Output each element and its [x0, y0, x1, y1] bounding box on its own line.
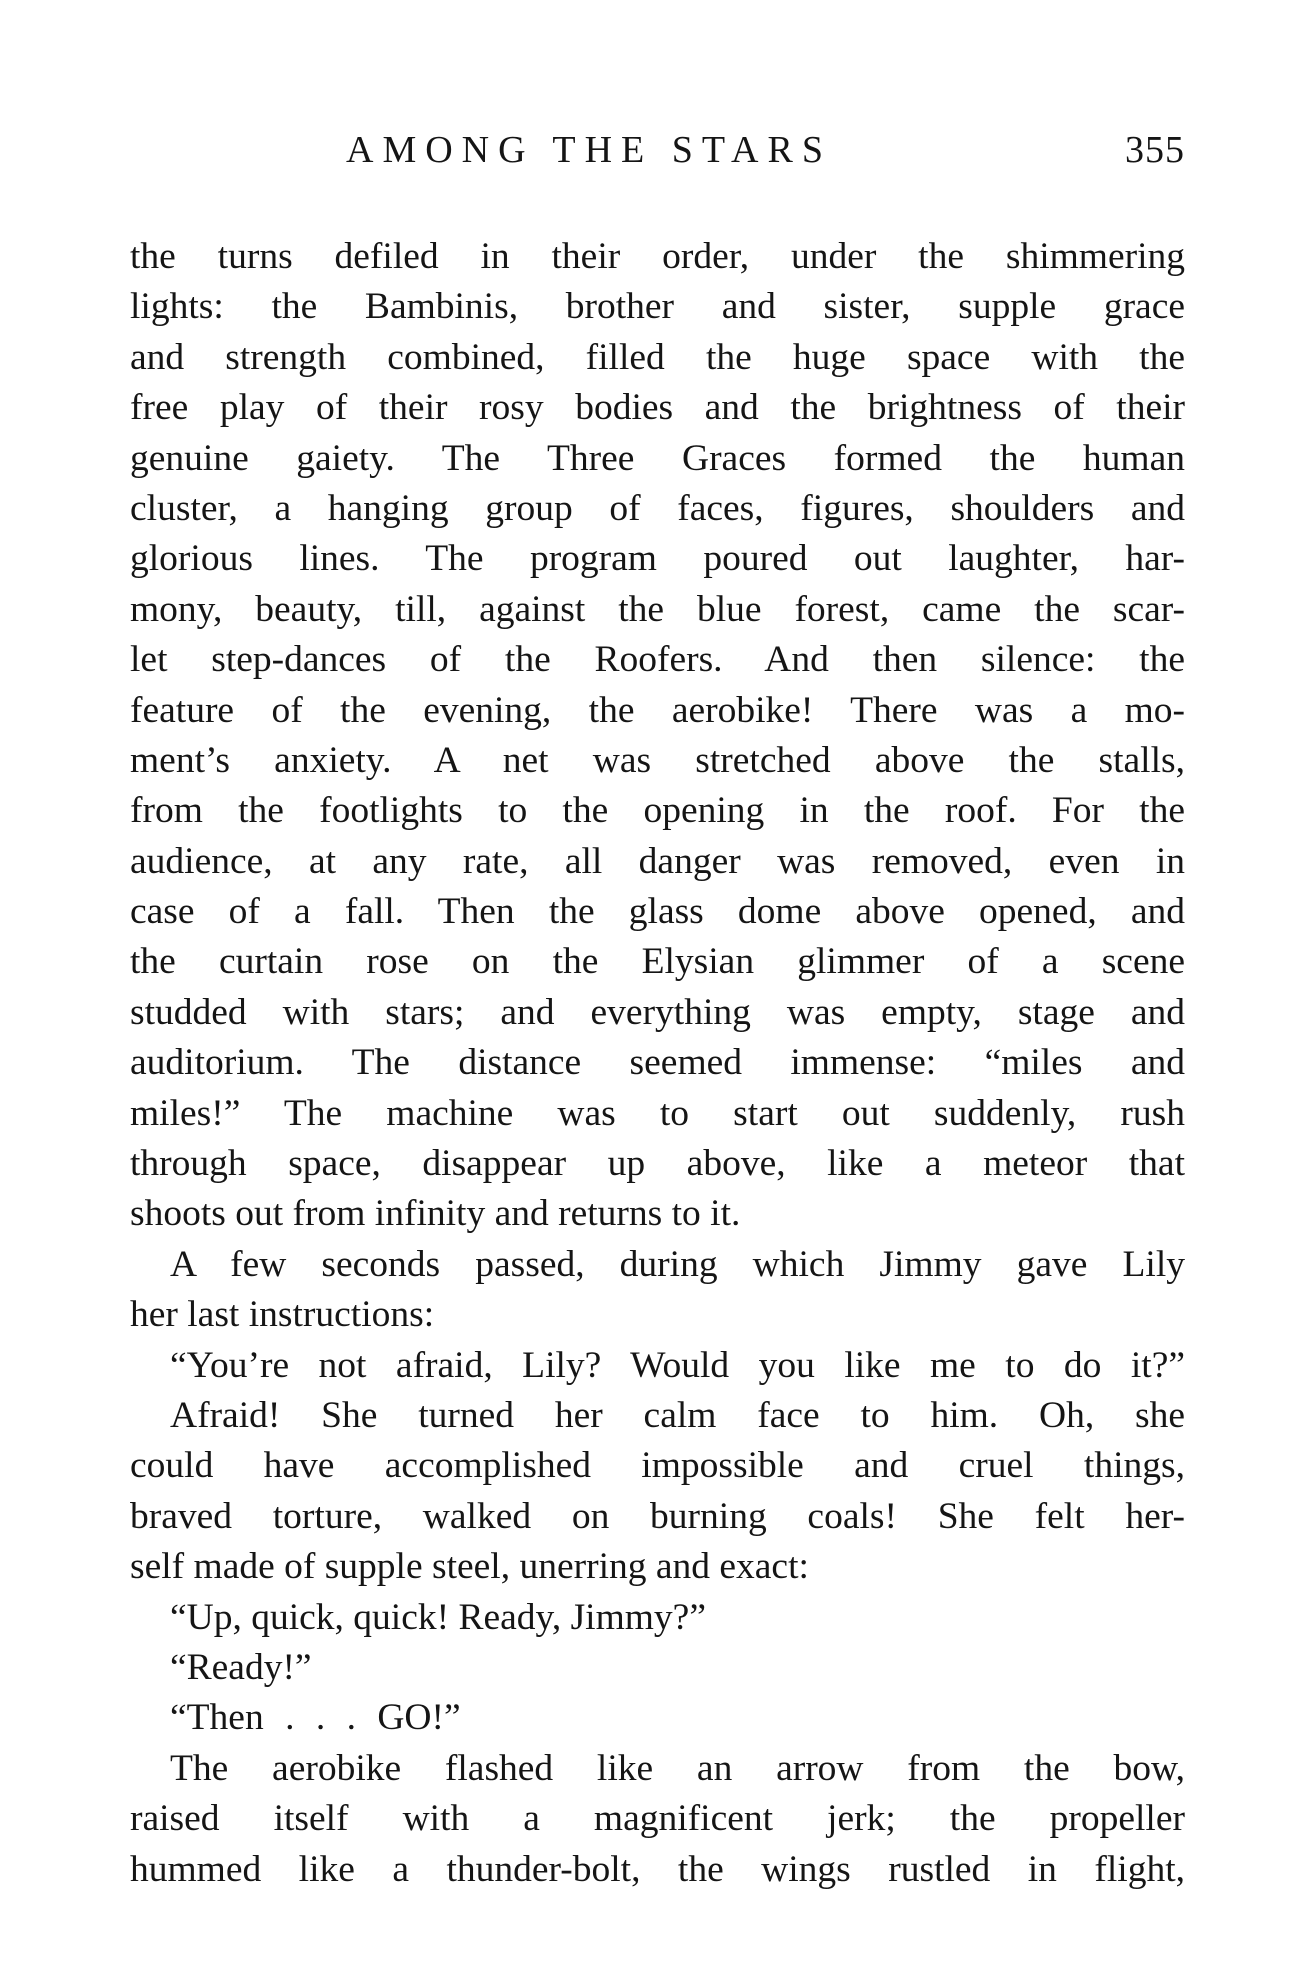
text-line: self made of supple steel, unerring and exact:: [130, 1546, 809, 1588]
text-line: and strength combined, filled the huge space with the: [130, 336, 1185, 378]
running-title: AMONG THE STARS: [346, 129, 832, 171]
text-line: let step-dances of the Roofers. And then silence: the: [130, 639, 1185, 681]
text-line: glorious lines. The program poured out laughter, har-: [130, 538, 1185, 580]
text-line: shoots out from infinity and returns to it.: [130, 1193, 741, 1235]
text-line: “Up, quick, quick! Ready, Jimmy?”: [170, 1596, 706, 1638]
text-line: The aerobike flashed like an arrow from the bow,: [170, 1747, 1185, 1789]
text-line: hummed like a thunder-bolt, the wings rustled in flight,: [130, 1848, 1185, 1890]
text-line: could have accomplished impossible and cruel things,: [130, 1445, 1185, 1487]
body-text: [130, 232, 1185, 1895]
text-line: from the footlights to the opening in the roof. For the: [130, 790, 1185, 832]
text-line: through space, disappear up above, like a meteor that: [130, 1143, 1185, 1185]
text-line: feature of the evening, the aerobike! There was a mo-: [130, 689, 1185, 731]
text-line: the turns defiled in their order, under the shimmering: [130, 236, 1185, 277]
text-line: A few seconds passed, during which Jimmy gave Lily: [170, 1243, 1185, 1285]
text-line: braved torture, walked on burning coals! She felt her-: [130, 1495, 1185, 1537]
text-line: the curtain rose on the Elysian glimmer of a scene: [130, 941, 1185, 983]
text-line: miles!” The machine was to start out suddenly, rush: [130, 1092, 1185, 1134]
text-line: studded with stars; and everything was empty, stage and: [130, 991, 1185, 1033]
text-line: lights: the Bambinis, brother and sister, supple grace: [130, 286, 1185, 328]
text-line: auditorium. The distance seemed immense: “miles and: [130, 1042, 1185, 1084]
text-line: audience, at any rate, all danger was removed, even in: [130, 840, 1185, 882]
running-head: [130, 125, 1185, 175]
text-line: ment’s anxiety. A net was stretched above the stalls,: [130, 739, 1185, 781]
text-line: Afraid! She turned her calm face to him. Oh, she: [170, 1394, 1185, 1436]
text-line: genuine gaiety. The Three Graces formed the human: [130, 437, 1185, 479]
text-line: “Ready!”: [170, 1646, 312, 1688]
text-line: “Then . . . GO!”: [170, 1697, 461, 1739]
text-line: her last instructions:: [130, 1294, 435, 1336]
text-line: free play of their rosy bodies and the brightness of their: [130, 387, 1185, 429]
text-line: raised itself with a magnificent jerk; the propeller: [130, 1798, 1185, 1840]
page-number: 355: [1125, 129, 1185, 171]
text-line: mony, beauty, till, against the blue forest, came the scar-: [130, 588, 1185, 630]
text-line: cluster, a hanging group of faces, figures, shoulders and: [130, 487, 1185, 529]
text-line: case of a fall. Then the glass dome above opened, and: [130, 891, 1185, 933]
text-line: “You’re not afraid, Lily? Would you like me to do it?”: [170, 1344, 1185, 1386]
